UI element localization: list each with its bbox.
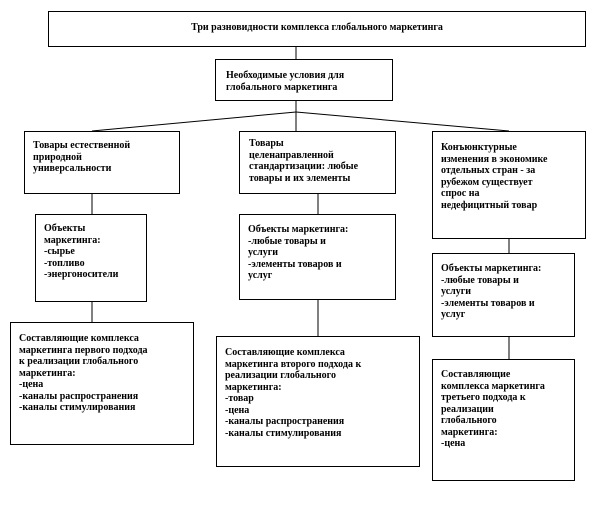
title-box: Три разновидности комплекса глобального маркетинга (48, 11, 586, 47)
connector-fork-right (296, 112, 509, 131)
col1-header-box: Товары естественной природной универсальности (24, 131, 180, 194)
col1-components-box: Составляющие комплекса маркетинга первого подхода к реализации глобального маркетинга: -цена -каналы распространения -каналы стимулирования (10, 322, 194, 445)
col3-components-box: Составляющие комплекса маркетинга третьего подхода к реализации глобального маркетинга: -цена (432, 359, 575, 481)
conditions-box: Необходимые условия для глобального маркетинга (215, 59, 393, 101)
col2-objects-box: Объекты маркетинга: -любые товары и услуги -элементы товаров и услуг (239, 214, 396, 300)
col1-objects-box: Объекты маркетинга: -сырье -топливо -энергоносители (35, 214, 147, 302)
col3-objects-box: Объекты маркетинга: -любые товары и услуги -элементы товаров и услуг (432, 253, 575, 337)
col2-header-box: Товары целенаправленной стандартизации: любые товары и их элементы (239, 131, 396, 194)
col2-components-box: Составляющие комплекса маркетинга второго подхода к реализации глобального маркетинга: -товар -цена -каналы распространения -каналы стимулирования (216, 336, 420, 467)
col3-header-box: Конъюнктурные изменения в экономике отдельных стран - за рубежом существует спрос на недефицитный товар (432, 131, 586, 239)
connector-fork-left (92, 112, 296, 131)
